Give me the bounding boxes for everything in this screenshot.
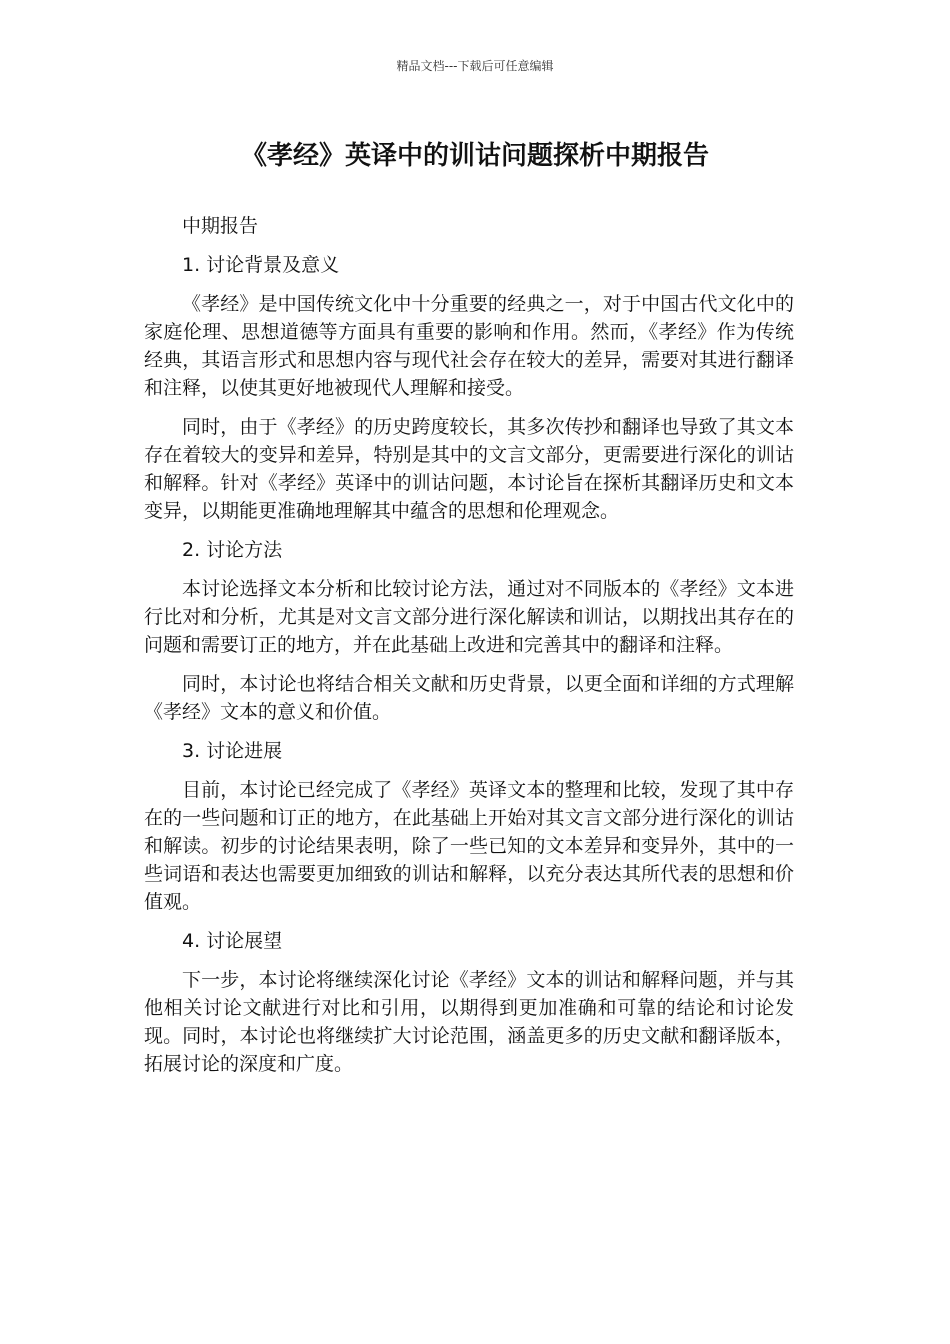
paragraph-method-2: 同时，本讨论也将结合相关文献和历史背景，以更全面和详细的方式理解《孝经》文本的意义和价值。 xyxy=(144,673,794,723)
section-heading-background: 1. 讨论背景及意义 xyxy=(182,254,340,276)
section-heading-outlook: 4. 讨论展望 xyxy=(182,930,283,952)
paragraph-background-1: 《孝经》是中国传统文化中十分重要的经典之一，对于中国古代文化中的家庭伦理、思想道德等方面具有重要的影响和作用。然而，《孝经》作为传统经典，其语言形式和思想内容与现代社会存在较大的差异，需要对其进行翻译和注释，以使其更好地被现代人理解和接受。 xyxy=(144,293,794,399)
running-header: 精品文档---下载后可任意编辑 xyxy=(396,59,554,73)
section-label: 中期报告 xyxy=(182,215,259,237)
section-heading-progress: 3. 讨论进展 xyxy=(182,740,283,762)
paragraph-method-1: 本讨论选择文本分析和比较讨论方法，通过对不同版本的《孝经》文本进行比对和分析，尤其是对文言文部分进行深化解读和训诂，以期找出其存在的问题和需要订正的地方，并在此基础上改进和完善其中的翻译和注释。 xyxy=(144,578,794,656)
paragraph-background-2: 同时，由于《孝经》的历史跨度较长，其多次传抄和翻译也导致了其文本存在着较大的变异和差异，特别是其中的文言文部分，更需要进行深化的训诂和解释。针对《孝经》英译中的训诂问题，本讨论旨在探析其翻译历史和文本变异，以期能更准确地理解其中蕴含的思想和伦理观念。 xyxy=(144,416,794,522)
document-body xyxy=(144,212,794,1089)
paragraph-outlook: 下一步，本讨论将继续深化讨论《孝经》文本的训诂和解释问题，并与其他相关讨论文献进行对比和引用，以期得到更加准确和可靠的结论和讨论发现。同时，本讨论也将继续扩大讨论范围，涵盖更多的历史文献和翻译版本，拓展讨论的深度和广度。 xyxy=(144,969,794,1075)
paragraph-progress: 目前，本讨论已经完成了《孝经》英译文本的整理和比较，发现了其中存在的一些问题和订正的地方，在此基础上开始对其文言文部分进行深化的训诂和解读。初步的讨论结果表明，除了一些已知的文本差异和变异外，其中的一些词语和表达也需要更加细致的训诂和解释，以充分表达其所代表的思想和价值观。 xyxy=(144,779,794,913)
document-title: 《孝经》英译中的训诂问题探析中期报告 xyxy=(240,141,709,171)
section-heading-method: 2. 讨论方法 xyxy=(182,539,283,561)
